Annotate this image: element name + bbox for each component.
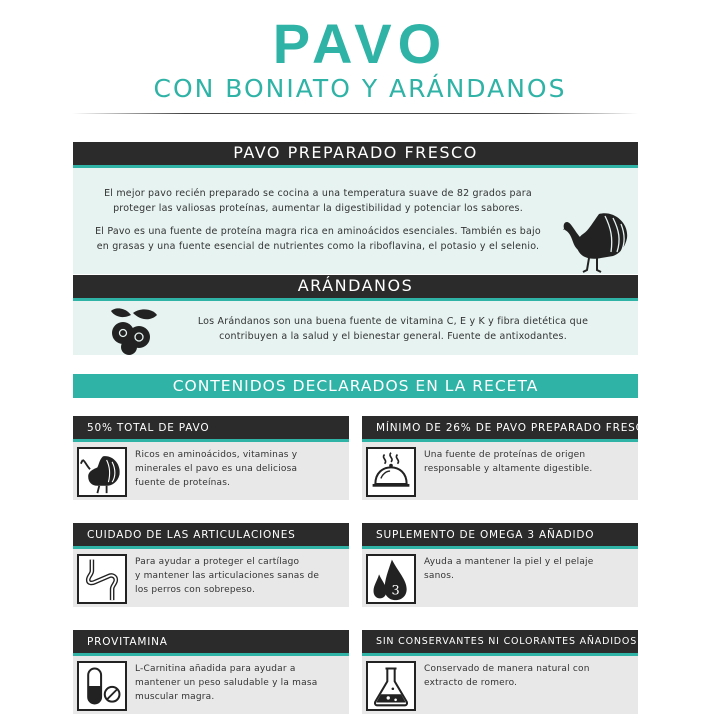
card-text-line: minerales el pavo es una deliciosa [135,464,298,474]
card-body-omega3 [362,549,638,607]
card-heading-no-preservatives: SIN CONSERVANTES NI COLORANTES AÑADIDOS [362,630,638,656]
card-text-line: Ricos en aminoácidos, vitaminas y [135,450,298,460]
card-body-joints [73,549,349,607]
card-text-line: Una fuente de proteínas de origen [424,450,586,460]
fresh-p2-line1: El Pavo es una fuente de proteína magra rica en aminoácidos esenciales. También es bajo [95,226,541,237]
page-subtitle: CON BONIATO Y ARÁNDANOS [153,74,567,103]
card-body-provitamin [73,656,349,714]
cranberry-panel [73,301,638,355]
joint-icon [77,554,127,604]
card-text-line: y mantener las articulaciones sanas de [135,571,320,581]
card-text-line: responsable y altamente digestible. [424,464,593,474]
card-text-provitamin [135,662,341,704]
turkey-icon [77,447,127,497]
title-divider [72,113,638,114]
card-heading-omega3: SUPLEMENTO DE OMEGA 3 AÑADIDO [362,523,638,549]
card-heading-fresh-turkey: MÍNIMO DE 26% DE PAVO PREPARADO FRESCO [362,416,638,442]
card-text-line: Conservado de manera natural con [424,664,590,674]
card-text-line: Ayuda a mantener la piel y el pelaje [424,557,594,567]
cloche-icon [366,447,416,497]
cranberry-line2: contribuyen a la salud y el bienestar general. Fuente de antixodantes. [219,331,567,342]
card-heading-provitamin: PROVITAMINA [73,630,349,656]
capsule-pills-icon [77,661,127,711]
cranberry-paragraph [173,314,613,344]
card-heading-total-turkey: 50% TOTAL DE PAVO [73,416,349,442]
omega3-drops-icon [366,554,416,604]
card-heading-joints: CUIDADO DE LAS ARTICULACIONES [73,523,349,549]
card-text-no-preservatives [424,662,630,690]
page-title: PAVO [272,12,448,75]
fresh-turkey-heading: PAVO PREPARADO FRESCO [73,142,638,168]
card-text-line: extracto de romero. [424,678,518,688]
card-body-fresh-turkey [362,442,638,500]
card-text-line: Para ayudar a proteger el cartílago [135,557,300,567]
omega3-number: 3 [391,583,400,599]
recipe-contents-banner: CONTENIDOS DECLARADOS EN LA RECETA [73,374,638,398]
fresh-paragraph-1 [73,186,563,216]
card-text-line: mantener un peso saludable y la masa [135,678,318,688]
card-text-joints [135,555,341,597]
card-text-omega3 [424,555,630,583]
card-text-line: sanos. [424,571,455,581]
cranberry-heading: ARÁNDANOS [73,275,638,301]
cranberry-line1: Los Arándanos son una buena fuente de vitamina C, E y K y fibra dietética que [197,316,589,327]
flask-icon [366,661,416,711]
card-text-line: fuente de proteínas. [135,478,231,488]
cranberry-icon [103,305,161,355]
turkey-icon [561,208,631,274]
card-text-line: los perros con sobrepeso. [135,585,256,595]
card-body-no-preservatives [362,656,638,714]
card-text-line: L-Carnitina añadida para ayudar a [135,664,296,674]
card-text-total-turkey [135,448,341,490]
fresh-p1-line2: proteger las valiosas proteínas, aumentar la digestibilidad y potenciar los sabores. [113,203,523,214]
fresh-p1-line1: El mejor pavo recién preparado se cocina a una temperatura suave de 82 grados para [104,188,532,199]
fresh-turkey-panel [73,168,638,274]
card-text-line: muscular magra. [135,692,215,702]
card-body-total-turkey [73,442,349,500]
fresh-p2-line2: en grasas y una fuente esencial de nutrientes como la riboflavina, el potasio y el selenio. [96,241,540,252]
card-text-fresh-turkey [424,448,630,476]
fresh-paragraph-2 [73,224,563,254]
